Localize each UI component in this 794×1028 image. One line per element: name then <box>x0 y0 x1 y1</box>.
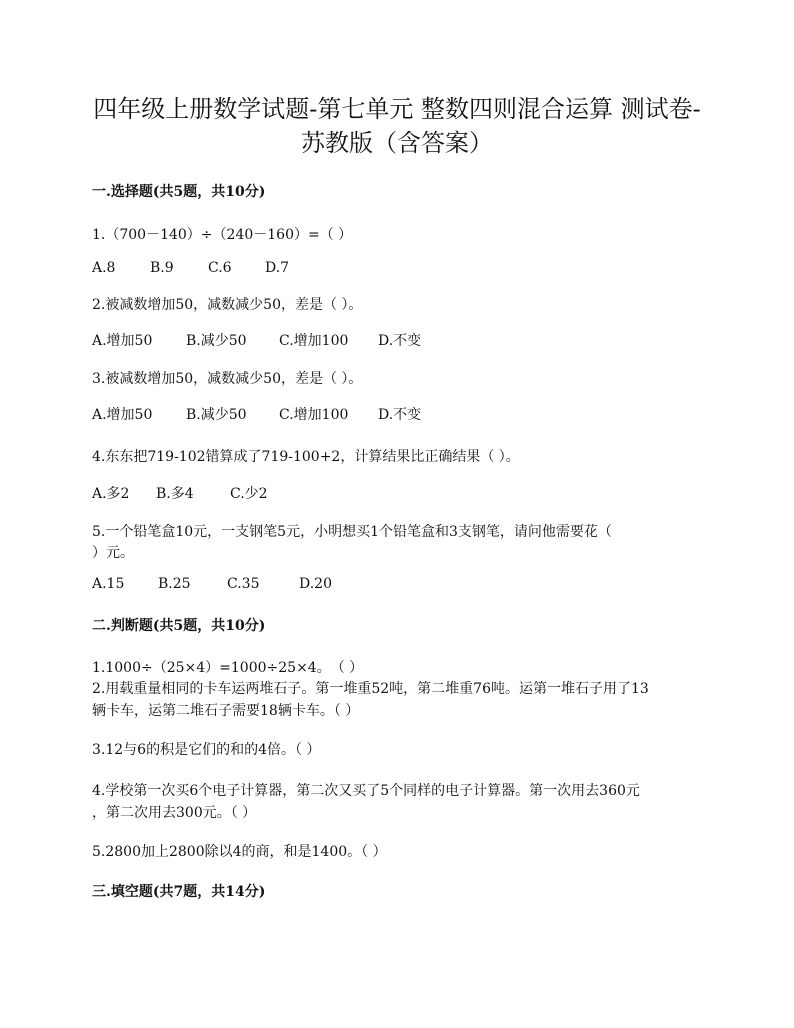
option-c: C.增加100 <box>279 333 349 349</box>
option-a: A.8 <box>92 260 116 276</box>
s1-question-2: 2.被减数增加50，减数减少50，差是（ ）。 <box>92 297 363 313</box>
s2-question-5: 5.2800加上2800除以4的商，和是1400。（ ） <box>92 844 387 860</box>
s1-question-1: 1.（700－140）÷（240－160）=（ ） <box>92 227 353 243</box>
section-2-heading: 二.判断题(共5题，共10分) <box>92 618 266 634</box>
option-b: B.9 <box>150 260 174 276</box>
section-3-heading: 三.填空题(共7题，共14分) <box>92 884 266 900</box>
option-b: B.减少50 <box>186 333 247 349</box>
s1-question-5-line-2: ）元。 <box>92 545 134 561</box>
option-c: C.增加100 <box>279 407 349 423</box>
option-b: B.减少50 <box>186 407 247 423</box>
option-d: D.不变 <box>378 333 422 349</box>
option-d: D.20 <box>299 576 332 592</box>
s2-question-2-line-2: 辆卡车，运第二堆石子需要18辆卡车。（ ） <box>92 703 360 719</box>
option-b: B.多4 <box>156 486 194 502</box>
option-a: A.15 <box>92 576 125 592</box>
s2-question-3: 3.12与6的积是它们的和的4倍。（ ） <box>92 742 321 758</box>
option-c: C.少2 <box>230 486 268 502</box>
option-b: B.25 <box>158 576 191 592</box>
option-d: D.7 <box>265 260 290 276</box>
option-c: C.6 <box>208 260 232 276</box>
option-d: D.不变 <box>378 407 422 423</box>
s2-question-4-line-2: ，第二次用去300元。（ ） <box>92 805 257 821</box>
s2-question-1: 1.1000÷（25×4）=1000÷25×4。 （ ） <box>92 660 364 676</box>
option-a: A.增加50 <box>92 333 153 349</box>
section-1-heading: 一.选择题(共5题，共10分) <box>92 184 266 200</box>
s2-question-4-line-1: 4.学校第一次买6个电子计算器，第二次又买了5个同样的电子计算器。第一次用去360元 <box>92 783 640 799</box>
s1-question-3: 3.被减数增加50，减数减少50，差是（ ）。 <box>92 371 363 387</box>
s2-question-2-line-1: 2.用载重量相同的卡车运两堆石子。第一堆重52吨，第二堆重76吨。运第一堆石子用了13 <box>92 681 649 697</box>
s1-question-4: 4.东东把719-102错算成了719-100+2，计算结果比正确结果（ ）。 <box>92 449 520 465</box>
s1-question-5-line-1: 5.一个铅笔盒10元，一支钢笔5元，小明想买1个铅笔盒和3支钢笔，请问他需要花（ <box>92 524 612 540</box>
option-a: A.增加50 <box>92 407 153 423</box>
option-a: A.多2 <box>92 486 130 502</box>
document-title-line-1: 四年级上册数学试题-第七单元 整数四则混合运算 测试卷- <box>93 95 701 123</box>
option-c: C.35 <box>227 576 260 592</box>
document-title-line-2: 苏教版（含答案） <box>301 129 493 157</box>
